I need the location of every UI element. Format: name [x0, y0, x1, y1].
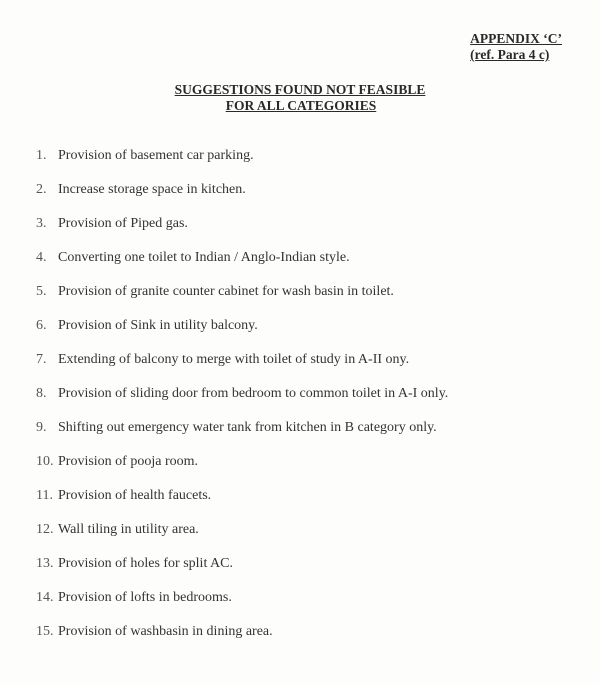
list-item [36, 147, 576, 181]
item-text: Provision of granite counter cabinet for wash basin in toilet. [58, 284, 394, 299]
item-text: Provision of Sink in utility balcony. [58, 318, 258, 333]
appendix-reference [470, 31, 562, 63]
item-text: Provision of washbasin in dining area. [58, 624, 273, 639]
item-number: 15. [36, 624, 54, 639]
item-number: 13. [36, 556, 54, 571]
list-item [36, 419, 576, 453]
item-number: 8. [36, 386, 47, 401]
item-text: Provision of health faucets. [58, 488, 212, 503]
list-item [36, 453, 576, 487]
item-text: Provision of Piped gas. [58, 216, 188, 231]
list-item [36, 249, 576, 283]
page-heading [0, 82, 600, 114]
list-item [36, 555, 576, 589]
list-item [36, 283, 576, 317]
item-text: Wall tiling in utility area. [58, 522, 199, 537]
item-text: Provision of lofts in bedrooms. [58, 590, 232, 605]
item-number: 5. [36, 284, 47, 299]
item-text: Extending of balcony to merge with toilet of study in A-II ony. [58, 352, 410, 367]
item-text: Provision of holes for split AC. [58, 556, 234, 571]
list-item [36, 385, 576, 419]
item-number: 3. [36, 216, 47, 231]
item-number: 11. [36, 488, 53, 503]
suggestions-list [36, 147, 576, 657]
list-item [36, 623, 576, 657]
list-item [36, 589, 576, 623]
list-item [36, 215, 576, 249]
item-text: Increase storage space in kitchen. [58, 182, 246, 197]
item-text: Shifting out emergency water tank from kitchen in B category only. [58, 420, 437, 435]
item-number: 6. [36, 318, 47, 333]
list-item [36, 351, 576, 385]
item-number: 7. [36, 352, 47, 367]
item-text: Provision of basement car parking. [58, 148, 254, 163]
item-number: 12. [36, 522, 54, 537]
item-text: Provision of sliding door from bedroom to common toilet in A-I only. [58, 386, 449, 401]
item-number: 2. [36, 182, 47, 197]
item-number: 9. [36, 420, 47, 435]
item-text: Converting one toilet to Indian / Anglo-Indian style. [58, 250, 350, 265]
item-text: Provision of pooja room. [58, 454, 198, 469]
item-number: 1. [36, 148, 47, 163]
list-item [36, 487, 576, 521]
item-number: 14. [36, 590, 54, 605]
heading-line-1: SUGGESTIONS FOUND NOT FEASIBLE [174, 82, 426, 97]
list-item [36, 521, 576, 555]
item-number: 10. [36, 454, 54, 469]
appendix-title: APPENDIX ‘C’ [470, 31, 562, 46]
list-item [36, 181, 576, 215]
appendix-para-ref: (ref. Para 4 c) [470, 47, 550, 62]
list-item [36, 317, 576, 351]
heading-line-2: FOR ALL CATEGORIES [225, 98, 377, 113]
item-number: 4. [36, 250, 47, 265]
